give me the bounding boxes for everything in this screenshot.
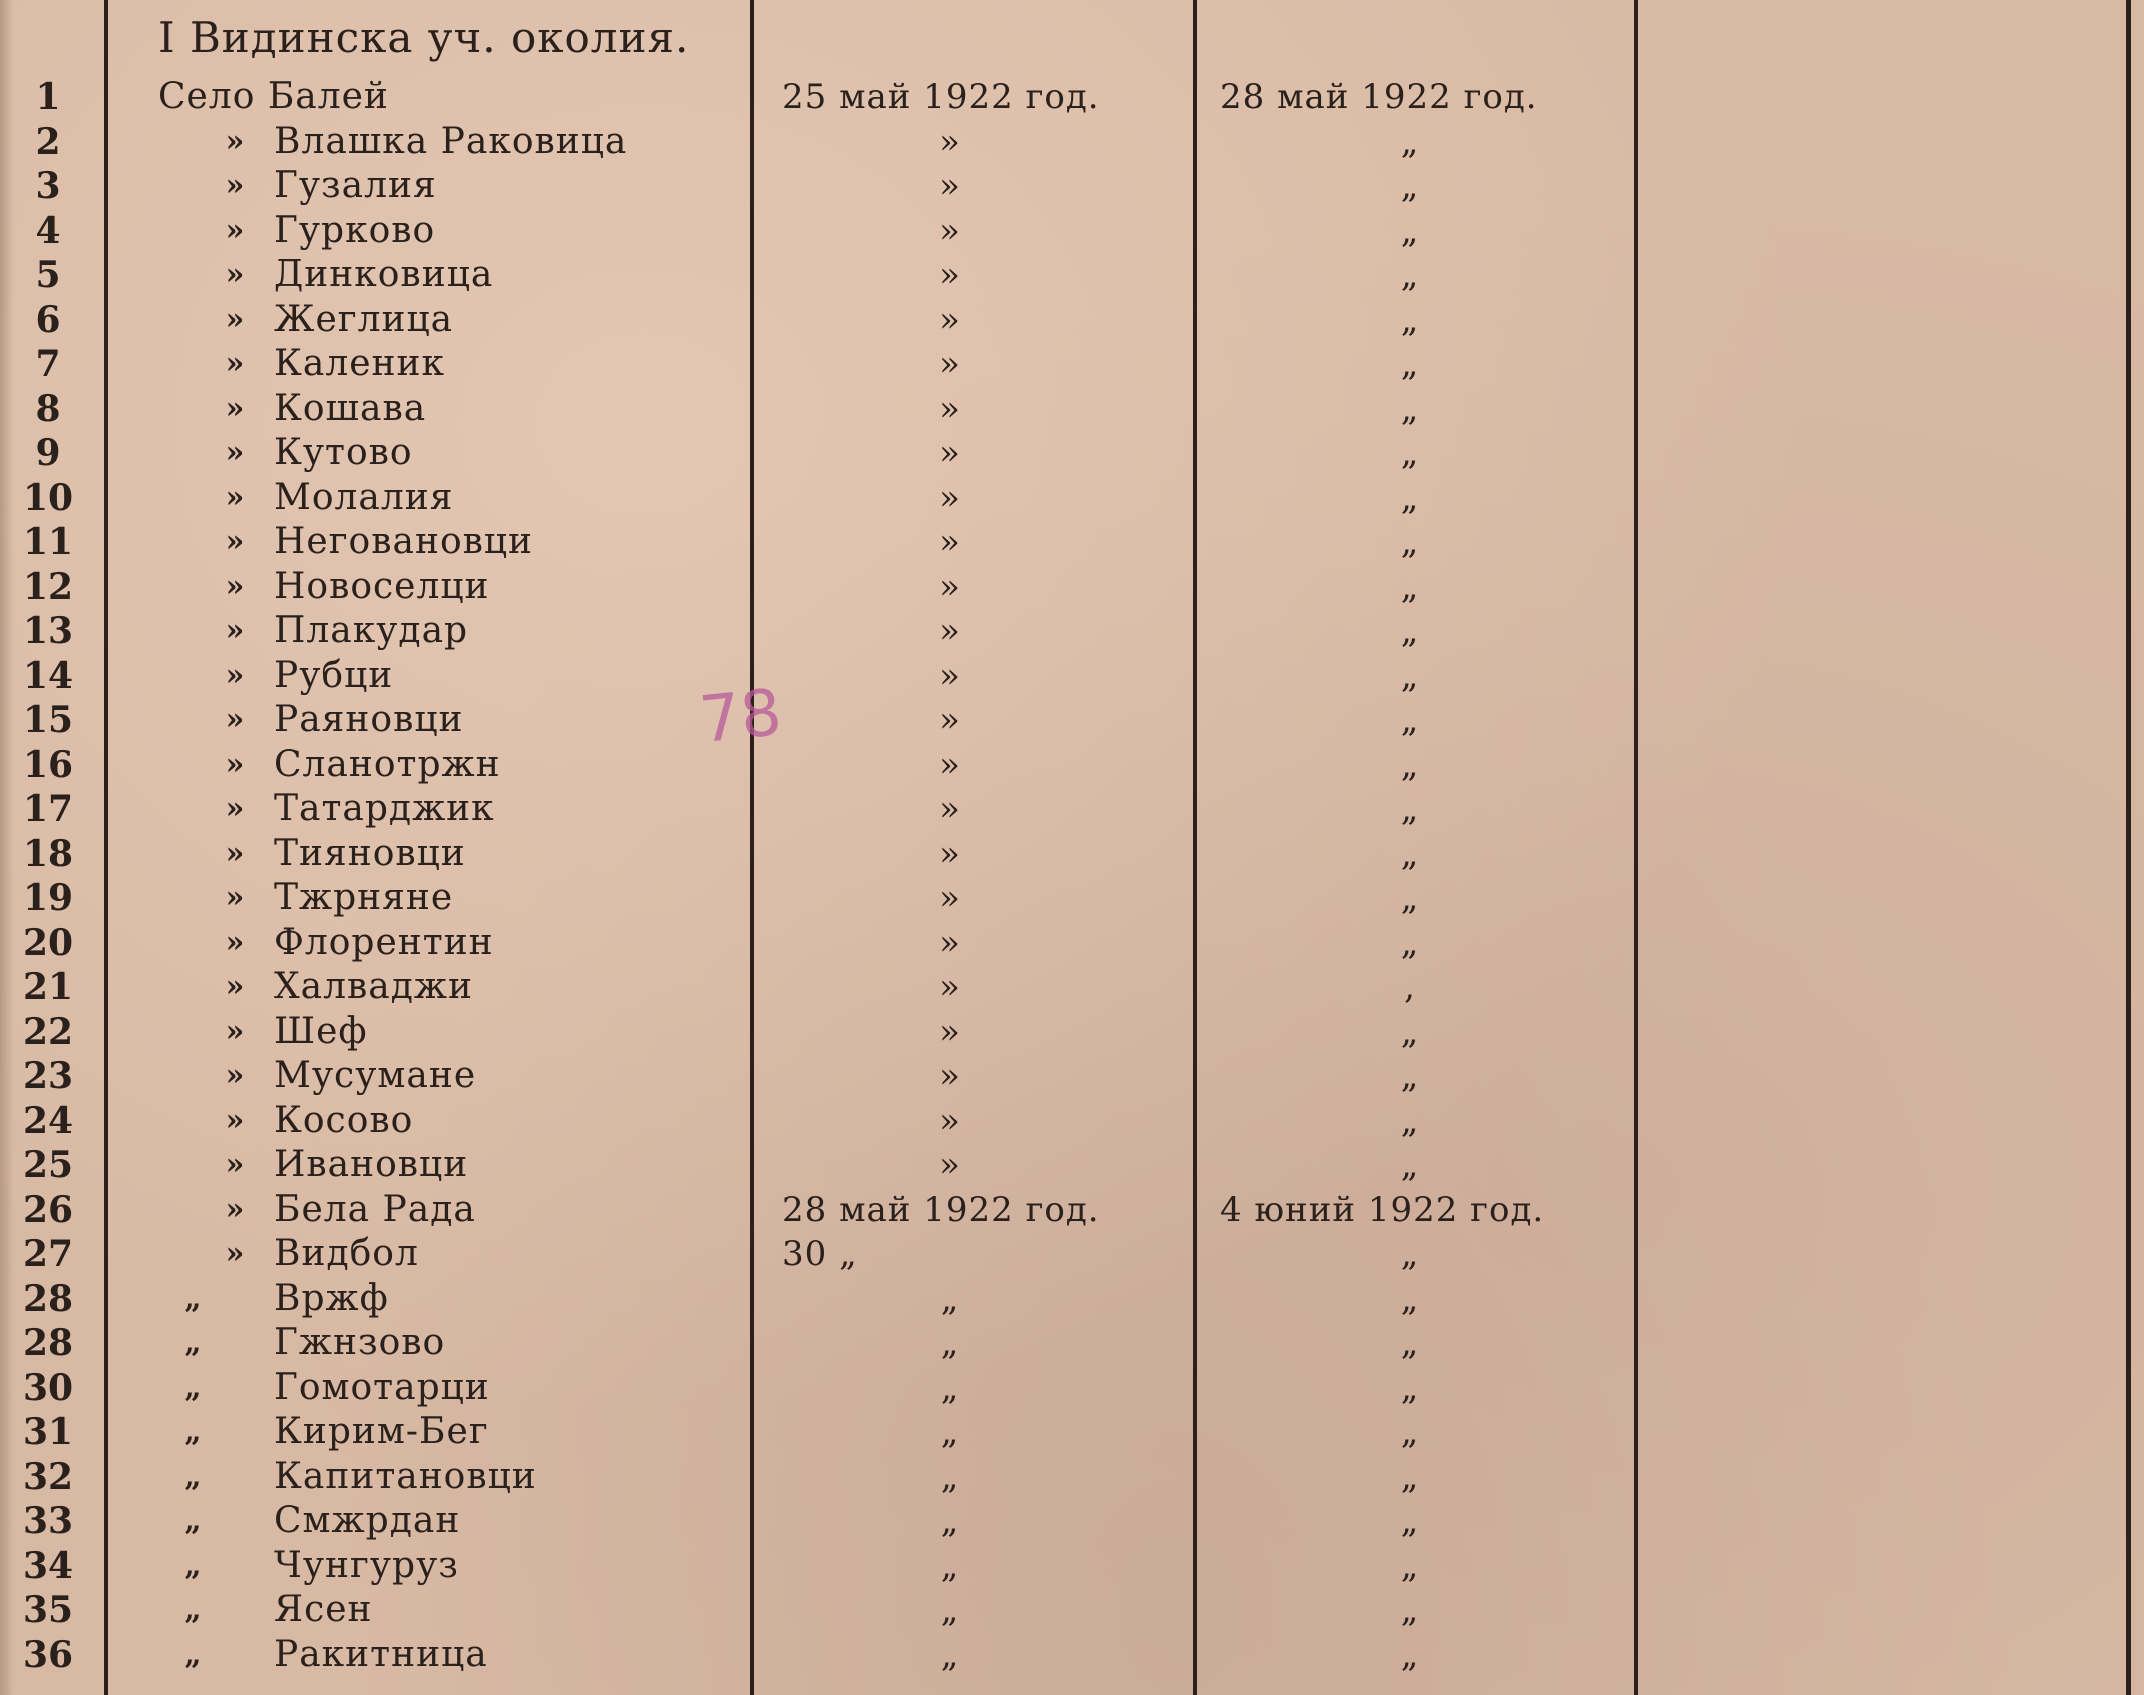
- ditto-mark: »: [225, 346, 245, 381]
- start-date: »: [939, 522, 961, 562]
- row-number: 4: [35, 209, 61, 252]
- row-number: 17: [22, 788, 74, 830]
- village-name: Шеф: [274, 1010, 368, 1052]
- table-row: [0, 209, 2144, 254]
- table-row: [0, 342, 2144, 387]
- start-date: »: [939, 1100, 961, 1141]
- table-row: [0, 832, 2144, 877]
- village-name: Кирим-Бег: [274, 1411, 489, 1452]
- ditto-mark: »: [225, 1058, 245, 1093]
- village-name: Халваджи: [274, 966, 473, 1007]
- end-date: „: [1400, 1634, 1420, 1675]
- village-name: Капитановци: [274, 1455, 537, 1497]
- row-number: 12: [22, 565, 74, 608]
- table-row: [0, 609, 2144, 654]
- table-row: [0, 387, 2144, 432]
- table-row: [0, 876, 2144, 921]
- start-date: „: [940, 1590, 960, 1630]
- table-row: [0, 120, 2144, 165]
- end-date: „: [1400, 299, 1420, 340]
- row-number: 19: [22, 877, 74, 919]
- end-date: „: [1400, 388, 1420, 429]
- row-number: 28: [22, 1277, 74, 1320]
- village-name: Ракитница: [274, 1633, 488, 1675]
- ditto-mark: »: [225, 390, 245, 426]
- table-row: [0, 1633, 2144, 1678]
- table-row: [0, 520, 2144, 565]
- row-number: 11: [22, 521, 74, 563]
- village-name: Гжнзово: [274, 1322, 446, 1363]
- ditto-mark: »: [225, 257, 245, 292]
- end-date: „: [1400, 1011, 1420, 1052]
- ditto-mark: „: [184, 1414, 202, 1449]
- table-row: [0, 743, 2144, 788]
- table-row: [0, 75, 2144, 120]
- ditto-mark: »: [225, 1147, 245, 1182]
- row-number: 8: [35, 387, 61, 430]
- village-name: Флорентин: [274, 921, 494, 963]
- ditto-mark: „: [184, 1458, 202, 1494]
- row-number: 6: [35, 298, 61, 341]
- village-name: Село Балей: [158, 76, 389, 117]
- start-date: »: [939, 744, 961, 785]
- table-row: [0, 1455, 2144, 1500]
- ditto-mark: »: [225, 702, 245, 737]
- table-row: [0, 1143, 2144, 1188]
- table-row: [0, 164, 2144, 209]
- village-name: Рубци: [274, 654, 394, 696]
- table-row: [0, 431, 2144, 476]
- start-date: „: [940, 1367, 960, 1408]
- end-date: „: [1400, 121, 1420, 162]
- row-number: 5: [35, 254, 61, 296]
- ditto-mark: »: [225, 1191, 245, 1227]
- village-name: Бела Рада: [274, 1188, 476, 1230]
- end-date: 28 май 1922 год.: [1220, 77, 1538, 117]
- end-date: „: [1400, 655, 1420, 696]
- row-number: 24: [22, 1099, 74, 1142]
- ditto-mark: »: [225, 123, 245, 159]
- table-row: [0, 965, 2144, 1010]
- table-row: [0, 1544, 2144, 1589]
- ditto-mark: »: [225, 524, 245, 559]
- end-date: 4 юний 1922 год.: [1220, 1189, 1545, 1230]
- village-name: Гузалия: [274, 165, 437, 206]
- end-date: „: [1400, 1412, 1420, 1452]
- ditto-mark: „: [184, 1325, 202, 1360]
- ditto-mark: »: [225, 969, 245, 1004]
- ditto-mark: „: [184, 1636, 202, 1672]
- end-date: „: [1400, 1456, 1420, 1497]
- row-number: 28: [22, 1322, 74, 1364]
- ditto-mark: »: [225, 1236, 245, 1271]
- village-name: Сланотржн: [274, 743, 501, 785]
- row-number: 34: [22, 1544, 74, 1587]
- row-number: 35: [22, 1589, 74, 1631]
- row-number: 31: [22, 1411, 74, 1453]
- row-number: 10: [22, 476, 74, 519]
- start-date: „: [940, 1634, 960, 1675]
- village-name: Гомотарци: [274, 1366, 490, 1408]
- row-number: 20: [22, 921, 74, 964]
- end-date: „: [1400, 1323, 1420, 1363]
- table-row: [0, 1054, 2144, 1099]
- village-name: Влашка Раковица: [274, 120, 628, 162]
- row-number: 13: [22, 610, 74, 652]
- ditto-mark: „: [184, 1369, 202, 1405]
- end-date: „: [1400, 433, 1420, 473]
- ditto-mark: »: [225, 613, 245, 648]
- ditto-mark: »: [225, 435, 245, 470]
- handwritten-number-stamp: 78: [696, 675, 786, 759]
- end-date: ,: [1404, 967, 1416, 1007]
- village-name: Каленик: [274, 343, 445, 384]
- start-date: »: [939, 1011, 961, 1052]
- row-number: 25: [22, 1144, 74, 1186]
- start-date: »: [939, 922, 961, 963]
- ditto-mark: „: [184, 1280, 202, 1316]
- start-date: »: [939, 878, 961, 918]
- table-row: [0, 921, 2144, 966]
- ditto-mark: »: [225, 1102, 245, 1138]
- end-date: „: [1400, 1545, 1420, 1586]
- village-name: Жеглица: [274, 298, 454, 340]
- table-row: [0, 1277, 2144, 1322]
- row-number: 3: [35, 165, 61, 207]
- end-date: „: [1400, 210, 1420, 251]
- start-date: „: [940, 1278, 960, 1319]
- table-row: [0, 1366, 2144, 1411]
- end-date: „: [1400, 922, 1420, 963]
- row-number: 1: [35, 76, 61, 118]
- village-name: Видбол: [274, 1233, 419, 1274]
- ditto-mark: »: [225, 568, 245, 604]
- row-number: 32: [22, 1455, 74, 1498]
- district-heading: I Видинска уч. околия.: [158, 13, 690, 62]
- start-date: »: [939, 789, 961, 829]
- end-date: „: [1400, 1367, 1420, 1408]
- village-name: Смжрдан: [274, 1500, 461, 1541]
- ditto-mark: »: [225, 746, 245, 782]
- end-date: „: [1400, 1590, 1420, 1630]
- village-name: Ивановци: [274, 1144, 469, 1185]
- row-number: 33: [22, 1500, 74, 1542]
- table-row: [0, 253, 2144, 298]
- ditto-mark: »: [225, 168, 245, 203]
- end-date: „: [1400, 700, 1420, 740]
- start-date: »: [939, 655, 961, 696]
- end-date: „: [1400, 477, 1420, 518]
- ditto-mark: »: [225, 791, 245, 826]
- end-date: „: [1400, 1501, 1420, 1541]
- start-date: »: [939, 210, 961, 251]
- village-table: [0, 75, 2144, 1677]
- village-name: Плакудар: [274, 610, 469, 651]
- start-date: 25 май 1922 год.: [782, 77, 1100, 117]
- end-date: „: [1400, 833, 1420, 874]
- end-date: „: [1400, 789, 1420, 829]
- village-name: Мусумане: [274, 1055, 477, 1096]
- row-number: 21: [22, 966, 74, 1008]
- start-date: »: [939, 388, 961, 429]
- end-date: „: [1400, 1278, 1420, 1319]
- row-number: 30: [22, 1366, 74, 1409]
- row-number: 2: [35, 120, 61, 163]
- row-number: 7: [35, 343, 61, 385]
- start-date: »: [939, 566, 961, 607]
- table-row: [0, 1588, 2144, 1633]
- row-number: 36: [22, 1633, 74, 1676]
- end-date: „: [1400, 1056, 1420, 1096]
- start-date: »: [939, 344, 961, 384]
- start-date: „: [940, 1501, 960, 1541]
- ditto-mark: »: [225, 835, 245, 871]
- start-date: 28 май 1922 год.: [782, 1189, 1100, 1230]
- end-date: „: [1400, 566, 1420, 607]
- end-date: „: [1400, 744, 1420, 785]
- table-row: [0, 654, 2144, 699]
- table-row: [0, 1410, 2144, 1455]
- start-date: »: [939, 833, 961, 874]
- start-date: »: [939, 166, 961, 206]
- row-number: 16: [22, 743, 74, 786]
- village-name: Тияновци: [274, 832, 466, 874]
- table-row: [0, 1010, 2144, 1055]
- ditto-mark: „: [184, 1503, 202, 1538]
- village-name: Вржф: [274, 1277, 389, 1319]
- end-date: „: [1400, 522, 1420, 562]
- row-number: 14: [22, 654, 74, 697]
- start-date: „: [940, 1545, 960, 1586]
- ditto-mark: »: [225, 212, 245, 248]
- table-row: [0, 565, 2144, 610]
- row-number: 23: [22, 1055, 74, 1097]
- village-name: Кошава: [274, 387, 427, 429]
- start-date: »: [939, 433, 961, 473]
- start-date: „: [940, 1456, 960, 1497]
- village-name: Косово: [274, 1099, 414, 1141]
- row-number: 26: [22, 1188, 74, 1231]
- start-date: »: [939, 700, 961, 740]
- village-name: Кутово: [274, 432, 413, 473]
- end-date: „: [1400, 166, 1420, 206]
- village-name: Гурково: [274, 209, 436, 251]
- start-date: »: [939, 299, 961, 340]
- village-name: Татарджик: [274, 788, 495, 829]
- start-date: »: [939, 1145, 961, 1185]
- ditto-mark: „: [184, 1547, 202, 1583]
- start-date: »: [939, 967, 961, 1007]
- row-number: 27: [22, 1233, 74, 1275]
- end-date: „: [1400, 1234, 1420, 1274]
- end-date: „: [1400, 255, 1420, 295]
- end-date: „: [1400, 1145, 1420, 1185]
- row-number: 15: [22, 699, 74, 741]
- ditto-mark: »: [225, 924, 245, 960]
- start-date: »: [939, 255, 961, 295]
- village-name: Тжрняне: [274, 877, 454, 918]
- village-name: Новоселци: [274, 565, 490, 607]
- village-name: Молалия: [274, 476, 454, 518]
- table-row: [0, 298, 2144, 343]
- table-row: [0, 1099, 2144, 1144]
- village-name: Раяновци: [274, 699, 464, 740]
- end-date: „: [1400, 611, 1420, 651]
- end-date: „: [1400, 344, 1420, 384]
- end-date: „: [1400, 878, 1420, 918]
- ditto-mark: »: [225, 1013, 245, 1049]
- ditto-mark: »: [225, 301, 245, 337]
- table-row: [0, 1499, 2144, 1544]
- ditto-mark: »: [225, 880, 245, 915]
- village-name: Негованoвци: [274, 521, 534, 562]
- village-name: Динковица: [274, 254, 494, 295]
- table-row: [0, 1188, 2144, 1233]
- table-row: [0, 1321, 2144, 1366]
- start-date: »: [939, 121, 961, 162]
- end-date: „: [1400, 1100, 1420, 1141]
- table-row: [0, 698, 2144, 743]
- table-row: [0, 476, 2144, 521]
- row-number: 9: [35, 432, 61, 474]
- start-date: »: [939, 1056, 961, 1096]
- start-date: »: [939, 611, 961, 651]
- ditto-mark: »: [225, 479, 245, 515]
- row-number: 22: [22, 1010, 74, 1053]
- start-date: „: [940, 1412, 960, 1452]
- table-row: [0, 1232, 2144, 1277]
- row-number: 18: [22, 832, 74, 875]
- start-date: 30 „: [782, 1234, 858, 1274]
- village-name: Чунгуруз: [274, 1544, 459, 1586]
- table-row: [0, 787, 2144, 832]
- ditto-mark: »: [225, 657, 245, 693]
- start-date: „: [940, 1323, 960, 1363]
- start-date: »: [939, 477, 961, 518]
- ditto-mark: „: [184, 1592, 202, 1627]
- village-name: Ясен: [274, 1589, 373, 1630]
